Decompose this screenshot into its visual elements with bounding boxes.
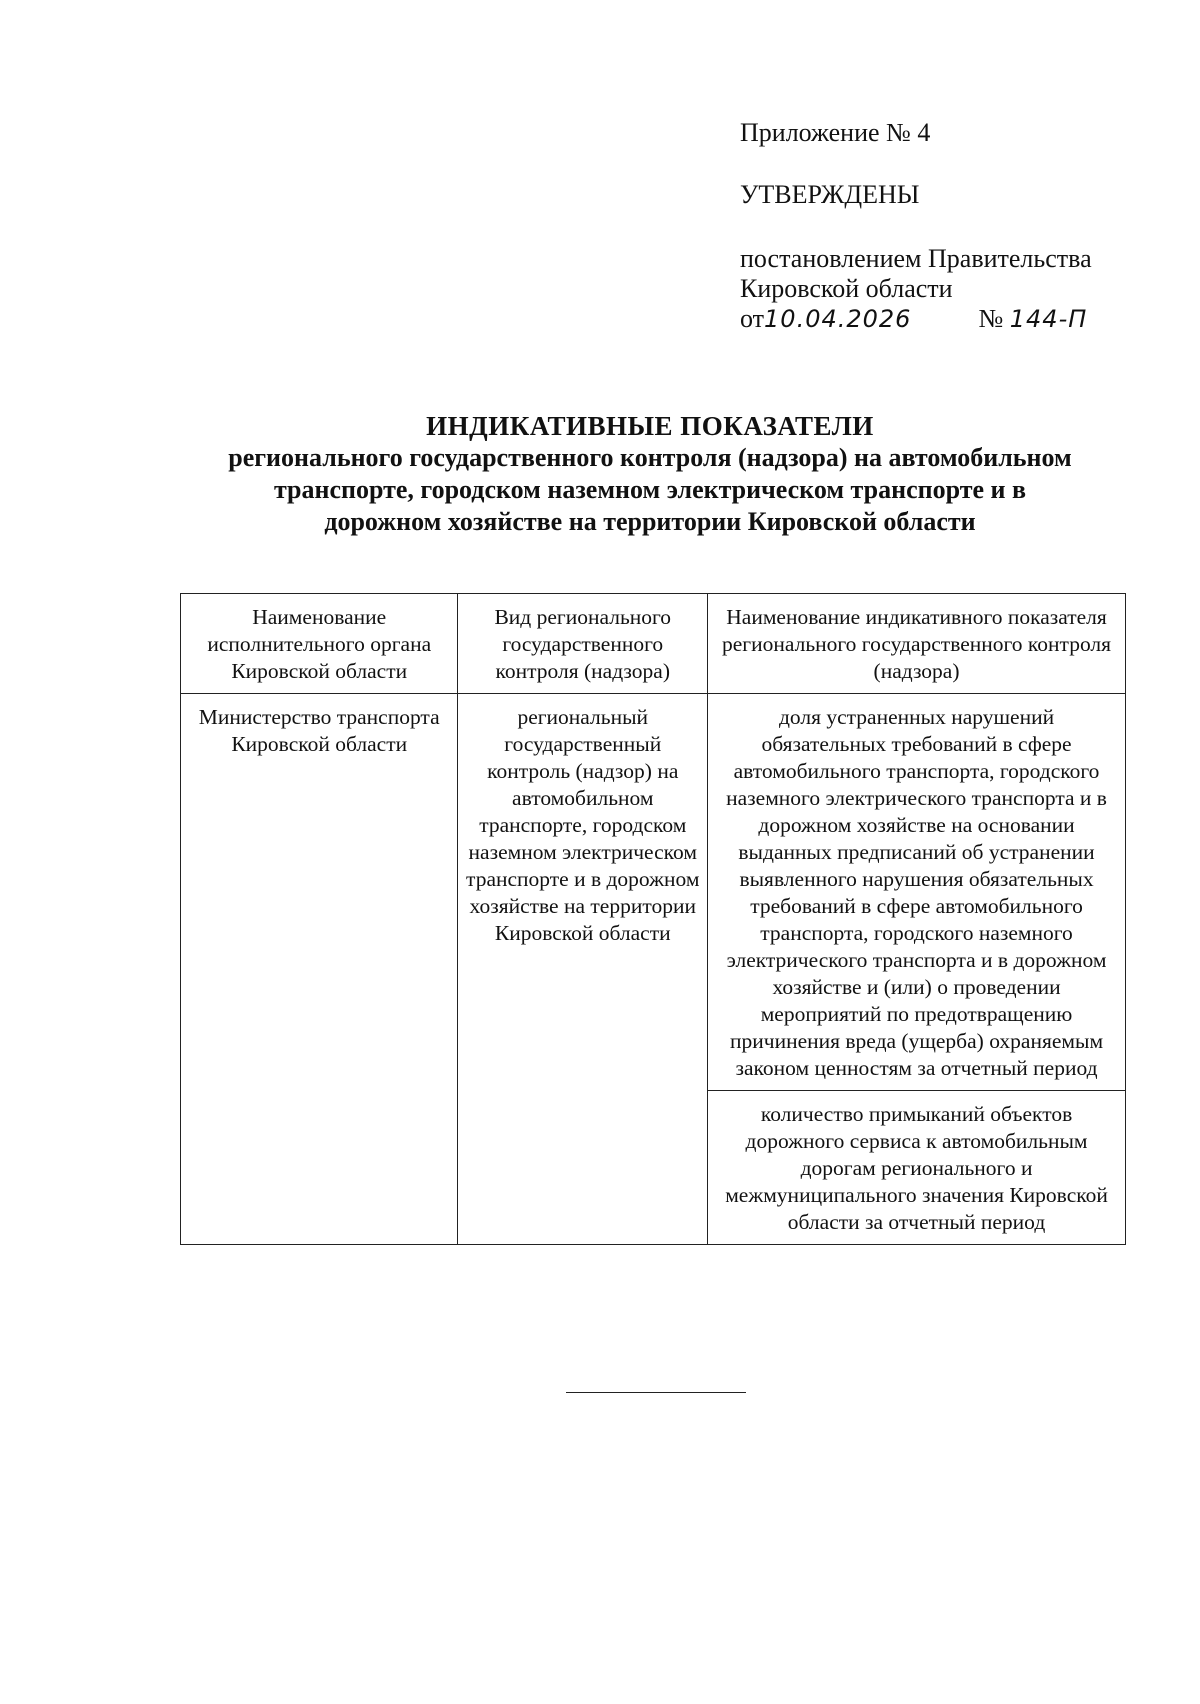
number-prefix: № [978, 304, 1004, 333]
approved-label: УТВЕРЖДЕНЫ [740, 180, 920, 209]
cell-indicator-2: количество примыканий объектов дорожного сервиса к автомобильным дорогам регионального и межмуниципального значения Кировской области за отчетный период [708, 1091, 1126, 1245]
title-line-1: регионального государственного контроля (надзора) на автомобильном [228, 443, 1072, 472]
indicators-table [180, 593, 1126, 1245]
closing-rule [566, 1392, 746, 1393]
header-control-type: Вид регионального государственного контроля (надзора) [458, 594, 708, 694]
date-value: 10.04.2026 [764, 305, 912, 333]
title-line-2: транспорте, городском наземном электрическом транспорте и в [273, 475, 1027, 504]
approval-block [740, 118, 1160, 334]
cell-control-type: региональный государственный контроль (надзор) на автомобильном транспорте, городском наземном электрическом транспорте и в дорожном хозяйстве на территории Кировской области [458, 694, 708, 1245]
number-value: 144-П [1009, 305, 1088, 333]
table-row [181, 694, 1126, 1091]
header-indicator: Наименование индикативного показателя регионального государственного контроля (надзора) [708, 594, 1126, 694]
appendix-label: Приложение № 4 [740, 118, 931, 147]
header-organ: Наименование исполнительного органа Кировской области [181, 594, 458, 694]
date-number-line [740, 304, 1160, 334]
cell-organ: Министерство транспорта Кировской области [181, 694, 458, 1245]
document-title [150, 410, 1150, 538]
title-line-3: дорожном хозяйстве на территории Кировской области [324, 507, 976, 536]
cell-indicator-1: доля устраненных нарушений обязательных требований в сфере автомобильного транспорта, городского наземного электрического транспорта и в дорожном хозяйстве на основании выданных предписаний об устранении выявленного нарушения обязательных требований в сфере автомобильного транспорта, городского наземного электрического транспорта и в дорожном хозяйстве и (или) о проведении мероприятий по предотвращению причинения вреда (ущерба) охраняемым законом ценностям за отчетный период [708, 694, 1126, 1091]
approved-by-line2: Кировской области [740, 274, 953, 303]
date-prefix: от [740, 304, 765, 333]
title-main: ИНДИКАТИВНЫЕ ПОКАЗАТЕЛИ [426, 411, 874, 441]
table-header-row [181, 594, 1126, 694]
approved-by-line1: постановлением Правительства [740, 244, 1092, 273]
